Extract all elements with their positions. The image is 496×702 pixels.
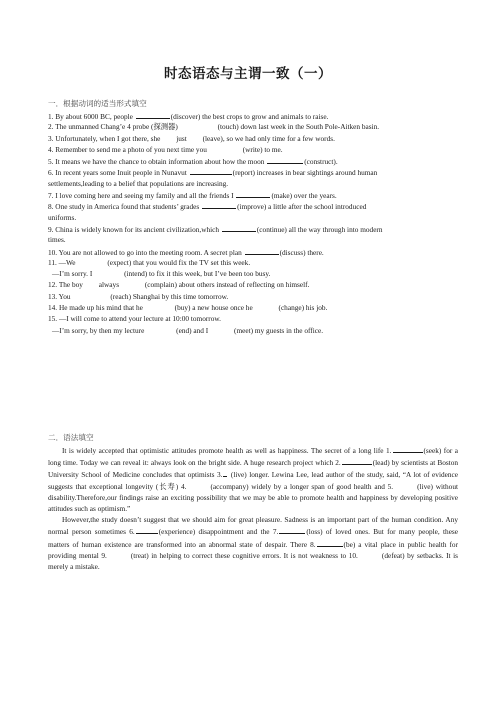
list-item: 11. —We (expect) that you would fix the TV set this week.	[48, 257, 251, 267]
answer-blank[interactable]	[202, 200, 236, 209]
answer-blank[interactable]	[342, 456, 372, 465]
list-item: 15. —I will come to attend your lecture at 10:00 tomorrow.	[48, 314, 221, 324]
paragraph-1: It is widely accepted that optimistic attitudes promote health as well as happiness. The secret of a long life 1. (seek) for a long time. Today we can reveal it: always look on the bright side. A huge research project which 2. (lead) by scientists at Boston University School of Medicine concludes that optimists 3. (live) longer. Lewina Lee, lead author of the study, said, “A lot of evidence suggests that exceptional longevity (长寿) 4. (accompany) widely by a longer span of good health and 5. (live) without disability.Therefore,our findings raise an exciting possibility that we may be able to promote health and happiness by developing positive attitudes such as optimism.”	[48, 446, 459, 514]
list-item-continuation: settlements,leading to a belief that populations are increasing.	[48, 178, 229, 188]
list-item: 5. It means we have the chance to obtain information about how the moon (construct).	[48, 157, 338, 167]
list-item: 1. By about 6000 BC, people (discover) the best crops to grow and animals to raise.	[48, 112, 329, 121]
answer-blank[interactable]	[223, 468, 227, 477]
list-item: 12. The boy always (complain) about others instead of reflecting on himself.	[48, 280, 310, 290]
section1-heading: 一．根据动词的适当形式填空	[48, 99, 147, 108]
list-item: 4. Remember to send me a photo of you next time you (write) to me.	[48, 144, 283, 154]
list-item: 14. He made up his mind that he (buy) a new house once he (change) his job.	[48, 303, 328, 313]
list-item: 9. China is widely known for its ancient civilization,which (continue) all the way through into modern	[48, 224, 383, 234]
answer-blank[interactable]	[136, 110, 170, 119]
list-item: 6. In recent years some Inuit people in Nunavut (report) increases in bear sightings around human	[48, 168, 378, 178]
answer-blank[interactable]	[222, 223, 256, 232]
list-item-continuation: times.	[48, 235, 66, 245]
answer-blank[interactable]	[136, 525, 158, 534]
list-item: 13. You (reach) Shanghai by this time tomorrow.	[48, 291, 229, 301]
answer-blank[interactable]	[245, 246, 279, 255]
section1-items	[48, 110, 458, 336]
cloze-passage	[48, 444, 458, 572]
list-item: 7. I love coming here and seeing my family and all the friends I (make) over the years.	[48, 191, 337, 201]
list-item: 3. Unfortunately, when I got there, she just (leave), so we had only time for a few words.	[48, 133, 335, 143]
page-title: 时态语态与主谓一致（一）	[164, 66, 332, 82]
answer-blank[interactable]	[279, 525, 305, 534]
list-item: —I’m sorry, by then my lecture (end) and I (meet) my guests in the office.	[52, 325, 324, 335]
section2-heading: 二．语法填空	[48, 433, 94, 442]
list-item: —I’m sorry. I (intend) to fix it this week, but I’ve been too busy.	[52, 269, 271, 279]
answer-blank[interactable]	[393, 444, 423, 453]
answer-blank[interactable]	[236, 189, 270, 198]
list-item-continuation: uniforms.	[48, 212, 77, 222]
list-item: 2. The unmanned Chang’e 4 probe (探测器) (touch) down last week in the South Pole-Aitken basin.	[48, 122, 380, 132]
list-item: 8. One study in America found that students’ grades (improve) a little after the school introduced	[48, 202, 367, 212]
answer-blank[interactable]	[317, 538, 343, 547]
answer-blank[interactable]	[190, 166, 232, 175]
paragraph-2: However,the study doesn’t suggest that we should aim for great pleasure. Sadness is an important part of the human condition. Any normal person sometimes 6. (experience) disappointment and the 7. (loss) of loved ones. But for many people, these matters of human existence are transformed into an abnormal state of despair. There 8. (be) a vital place in public health for providing mental 9. (treat) in helping to correct these cognitive errors. It is not weakness to 10. (defeat) by setbacks. It is merely a mistake.	[48, 515, 459, 572]
list-item: 10. You are not allowed to go into the meeting room. A secret plan (discuss) there.	[48, 247, 324, 257]
answer-blank[interactable]	[267, 155, 303, 164]
